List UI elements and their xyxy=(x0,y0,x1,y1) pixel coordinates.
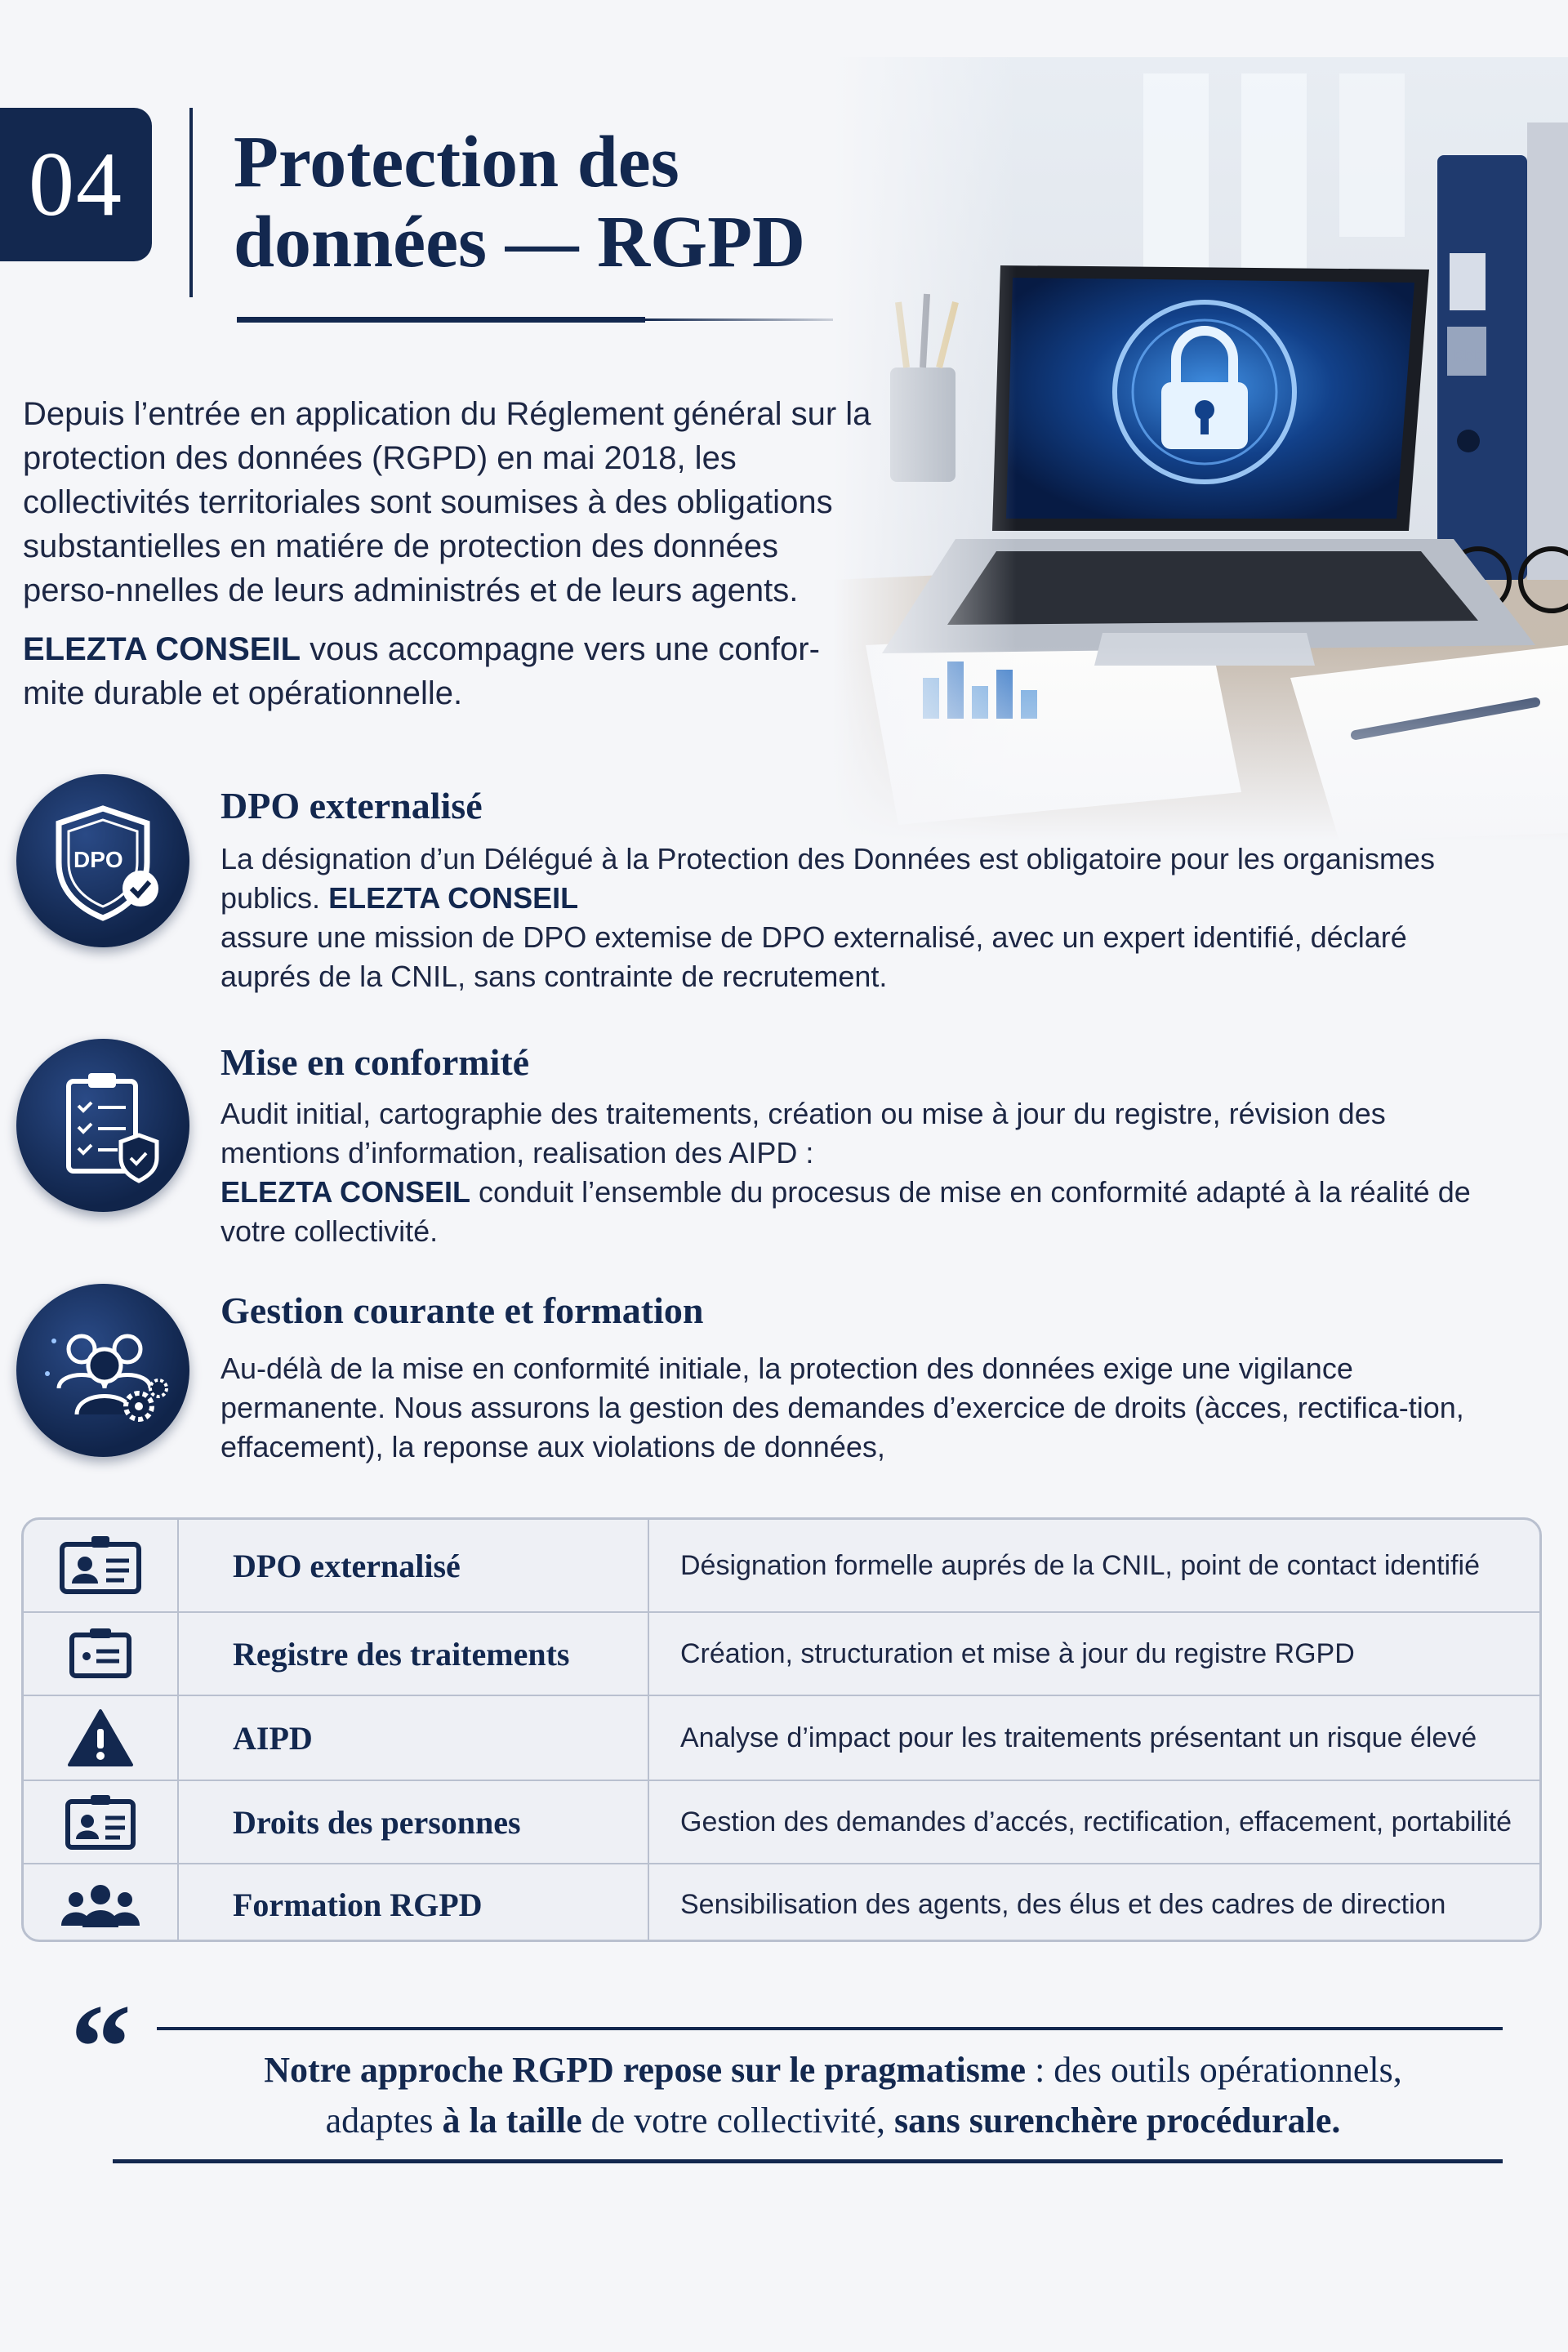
shield-dpo-text: DPO xyxy=(74,847,123,872)
page-title-line2: données — RGPD xyxy=(234,202,806,283)
service-text xyxy=(220,1094,1494,1251)
table-cell-desc: Analyse d’impact pour les traitements présentant un risque élevé xyxy=(680,1722,1477,1753)
table-row xyxy=(24,1613,1542,1696)
brand-name: ELEZTA CONSEIL xyxy=(23,631,301,667)
quote-plain-3: de votre collectivité, xyxy=(581,2100,895,2140)
header-divider xyxy=(189,108,193,297)
clipboard-check-icon xyxy=(16,1039,189,1212)
table-cell-desc: Sensibilisation des agents, des élus et des cadres de direction xyxy=(680,1888,1446,1920)
service-title: Gestion courante et formation xyxy=(220,1290,704,1331)
service-text: Au-délà de la mise en conformité initiale, la protection des données exige une vigilance permanente. Nous assurons la gestion des demandes d’exercice de droits (àcces, rectifica-tion, effacement), la reponse aux violations de données, xyxy=(220,1352,1464,1463)
warning-icon xyxy=(24,1696,179,1780)
table-row xyxy=(24,1864,1542,1942)
brand-name: ELEZTA CONSEIL xyxy=(220,1175,470,1209)
id-card-icon xyxy=(24,1520,179,1611)
title-underline xyxy=(237,317,645,323)
table-cell-desc: Gestion des demandes d’accés, rectification, effacement, portabilité xyxy=(680,1806,1512,1838)
shield-dpo-icon xyxy=(16,774,189,947)
quote-plain-1: : des outils opérationnels, xyxy=(1026,2050,1402,2090)
quote-plain-2: adaptes xyxy=(325,2100,443,2140)
closing-quote xyxy=(163,2045,1503,2146)
service-text-a: La désignation d’un Délégué à la Protection des Données est obligatoire pour les organismes publics. xyxy=(220,842,1435,915)
group-icon xyxy=(24,1864,179,1942)
users-gear-icon xyxy=(16,1284,189,1457)
service-text-a: Audit initial, cartographie des traitements, création ou mise à jour du registre, révision des mentions d’information, realisation des AIPD : xyxy=(220,1097,1386,1169)
table-row xyxy=(24,1520,1542,1613)
intro-paragraph: Depuis l’entrée en application du Réglement général sur la protection des données (RGPD) en mai 2018, les collectivités territoriales sont soumises à des obligations substantielles en matiére de protection des données perso-nnelles de leurs administrés et de leurs agents. xyxy=(23,396,871,608)
register-icon xyxy=(24,1613,179,1695)
intro-paragraph-2 xyxy=(23,627,872,715)
table-cell-name: DPO externalisé xyxy=(180,1520,649,1611)
brand-name: ELEZTA CONSEIL xyxy=(328,881,579,915)
section-number-badge xyxy=(0,108,152,261)
table-cell-desc: Création, structuration et mise à jour du registre RGPD xyxy=(680,1637,1355,1669)
intro-paragraph-2-text: vous accompagne vers une confor-mite durable et opérationnelle. xyxy=(23,631,820,711)
table-cell-name: Registre des traitements xyxy=(180,1613,649,1695)
quote-bold-2: à la taille xyxy=(442,2100,582,2140)
table-row xyxy=(24,1781,1542,1864)
service-text-b: conduit l’ensemble du procesus de mise en conformité adapté à la réalité de votre collectivité. xyxy=(220,1175,1471,1248)
section-number: 04 xyxy=(29,133,123,235)
person-card-icon xyxy=(24,1781,179,1863)
service-text xyxy=(220,840,1494,996)
laptop-lock-illustration xyxy=(833,57,1568,841)
page-title-line1: Protection des xyxy=(234,122,679,203)
table-cell-name: Formation RGPD xyxy=(180,1864,649,1942)
services-summary-table xyxy=(21,1517,1542,1942)
table-cell-name: AIPD xyxy=(180,1696,649,1780)
table-cell-desc: Désignation formelle auprés de la CNIL, point de contact identifié xyxy=(680,1549,1481,1581)
quote-top-rule xyxy=(157,2027,1503,2030)
service-text-b: assure une mission de DPO extemise de DPO externalisé, avec un expert identifié, déclaré auprés de la CNIL, sans contrainte de recrutement. xyxy=(220,920,1407,993)
quote-bold-1: Notre approche RGPD repose sur le pragmatisme xyxy=(264,2050,1027,2090)
service-title: Mise en conformité xyxy=(220,1041,530,1083)
table-row xyxy=(24,1696,1542,1781)
table-cell-name: Droits des personnes xyxy=(180,1781,649,1863)
quote-mark-icon: “ xyxy=(70,1980,131,2115)
quote-bottom-rule xyxy=(113,2159,1503,2163)
service-title: DPO externalisé xyxy=(220,785,483,826)
quote-bold-3: sans surenchère procédurale. xyxy=(894,2100,1341,2140)
